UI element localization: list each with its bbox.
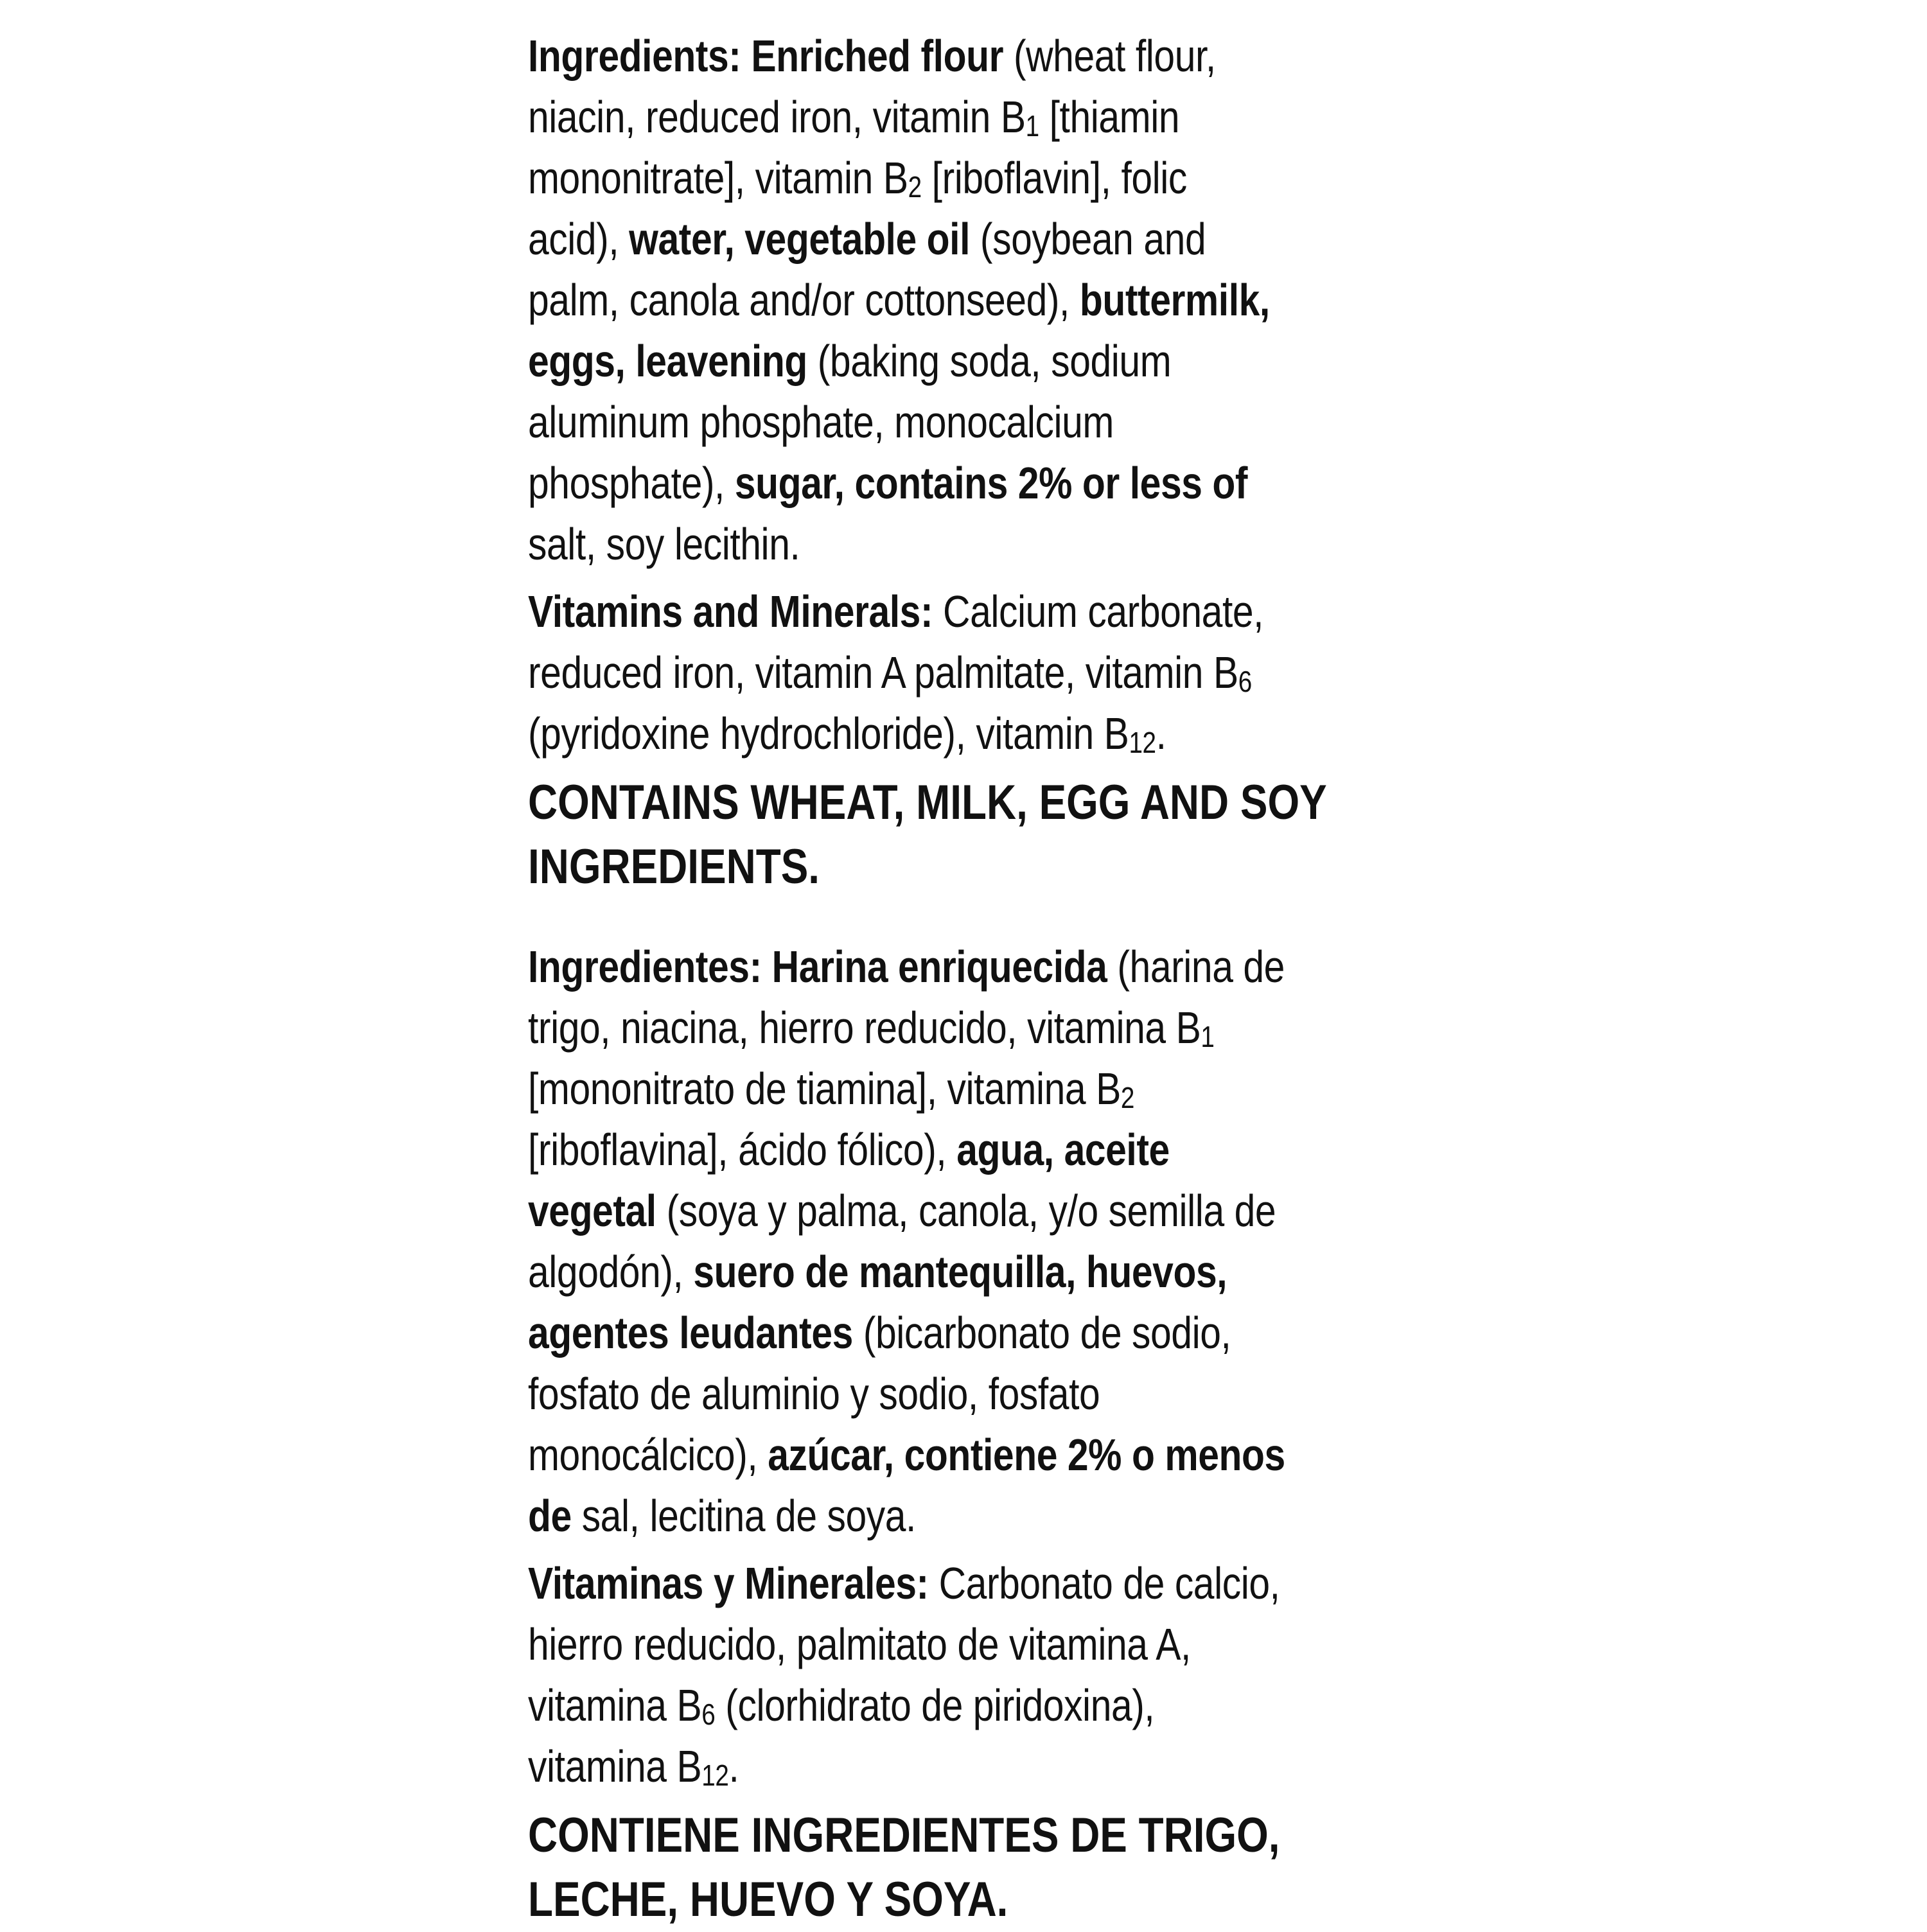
text-run: (wheat flour, <box>1003 31 1216 81</box>
text-line <box>528 1242 1294 1303</box>
text-line <box>528 1058 1294 1120</box>
text-run: sal, lecitina de soya. <box>571 1491 916 1541</box>
ingredient-label <box>528 26 1440 1932</box>
bold-run: vegetal <box>528 1186 656 1236</box>
spanish-vitamins-minerals <box>528 1553 1440 1797</box>
text-run: aluminum phosphate, monocalcium <box>528 397 1114 447</box>
text-line <box>528 1181 1294 1242</box>
text-line <box>528 87 1294 148</box>
allergen-line: CONTIENE INGREDIENTES DE TRIGO, <box>528 1808 1280 1863</box>
bold-run: de <box>528 1491 572 1541</box>
text-run: trigo, niacina, hierro reducido, vitamina B <box>528 1003 1201 1053</box>
text-run: [riboflavin], folic <box>921 153 1187 203</box>
text-line <box>528 209 1294 270</box>
text-line <box>528 581 1294 642</box>
text-line <box>528 270 1294 331</box>
bold-run: agentes leudantes <box>528 1308 853 1358</box>
text-run: algodón), <box>528 1247 694 1297</box>
text-line <box>528 453 1294 514</box>
allergen-line: LECHE, HUEVO Y SOYA. <box>528 1872 1008 1927</box>
text-run: . <box>728 1741 739 1791</box>
subscript: 6 <box>1238 665 1252 698</box>
subscript: 6 <box>701 1698 716 1731</box>
subscript: 2 <box>1120 1081 1134 1114</box>
text-run: [thiamin <box>1039 92 1180 142</box>
text-line <box>528 1486 1294 1547</box>
text-run: fosfato de aluminio y sodio, fosfato <box>528 1369 1100 1419</box>
text-run: [mononitrato de tiamina], vitamina B <box>528 1064 1121 1114</box>
text-run: reduced iron, vitamin A palmitate, vitamin B <box>528 647 1238 698</box>
text-run: (harina de <box>1107 942 1285 992</box>
text-line <box>528 1303 1294 1364</box>
spanish-allergen-statement <box>528 1804 1440 1932</box>
bold-run: Ingredientes: Harina enriquecida <box>528 942 1107 992</box>
text-run: phosphate), <box>528 458 735 508</box>
text-run: vitamina B <box>528 1680 702 1730</box>
subscript: 1 <box>1201 1020 1215 1053</box>
bold-run: agua, aceite <box>956 1125 1170 1175</box>
text-run: palm, canola and/or cottonseed), <box>528 275 1080 325</box>
bold-run: buttermilk, <box>1079 275 1270 325</box>
text-run: monocálcico), <box>528 1430 768 1480</box>
text-run: acid), <box>528 214 629 264</box>
english-vitamins-minerals <box>528 581 1440 764</box>
text-line <box>528 148 1294 209</box>
text-run: hierro reducido, palmitato de vitamina A, <box>528 1619 1191 1669</box>
english-ingredients <box>528 26 1440 575</box>
text-line <box>528 997 1294 1058</box>
allergen-line: INGREDIENTS. <box>528 839 820 894</box>
bold-run: suero de mantequilla, huevos, <box>693 1247 1227 1297</box>
text-line <box>528 392 1294 453</box>
text-run: (baking soda, sodium <box>807 336 1172 386</box>
text-line <box>528 1553 1294 1614</box>
text-line <box>528 1736 1294 1797</box>
subscript: 12 <box>701 1759 729 1792</box>
bold-run: sugar, contains 2% or less of <box>734 458 1248 508</box>
text-run: [riboflavina], ácido fólico), <box>528 1125 957 1175</box>
text-run: niacin, reduced iron, vitamin B <box>528 92 1026 142</box>
text-run: Carbonato de calcio, <box>928 1558 1280 1608</box>
bold-run: Vitamins and Minerals: <box>528 586 933 637</box>
text-run: (soybean and <box>970 214 1206 264</box>
text-line <box>528 1675 1294 1736</box>
text-run: (soya y palma, canola, y/o semilla de <box>656 1186 1276 1236</box>
text-line <box>528 1614 1294 1675</box>
spanish-ingredients <box>528 936 1440 1547</box>
bold-run: azúcar, contiene 2% o menos <box>768 1430 1285 1480</box>
bold-run: eggs, leavening <box>528 336 807 386</box>
subscript: 2 <box>908 170 922 204</box>
text-line <box>528 1425 1294 1486</box>
subscript: 12 <box>1129 726 1156 759</box>
text-line <box>528 1364 1294 1425</box>
text-run: salt, soy lecithin. <box>528 519 800 569</box>
text-run: vitamina B <box>528 1741 702 1791</box>
text-run: (clorhidrato de piridoxina), <box>715 1680 1155 1730</box>
text-run: Calcium carbonate, <box>933 586 1264 637</box>
text-line <box>528 514 1294 575</box>
subscript: 1 <box>1025 109 1039 143</box>
bold-run: water, vegetable oil <box>629 214 971 264</box>
text-line <box>528 642 1294 703</box>
text-run: mononitrate], vitamin B <box>528 153 908 203</box>
allergen-line: CONTAINS WHEAT, MILK, EGG AND SOY <box>528 775 1327 830</box>
text-line <box>528 1120 1294 1181</box>
bold-run: Vitaminas y Minerales: <box>528 1558 929 1608</box>
bold-run: Ingredients: Enriched flour <box>528 31 1004 81</box>
text-line <box>528 936 1294 997</box>
text-line <box>528 331 1294 392</box>
text-run: (pyridoxine hydrochloride), vitamin B <box>528 708 1129 759</box>
text-run: (bicarbonato de sodio, <box>852 1308 1231 1358</box>
text-line <box>528 26 1294 87</box>
text-run: . <box>1156 708 1166 759</box>
english-allergen-statement <box>528 771 1440 899</box>
text-line <box>528 703 1294 764</box>
